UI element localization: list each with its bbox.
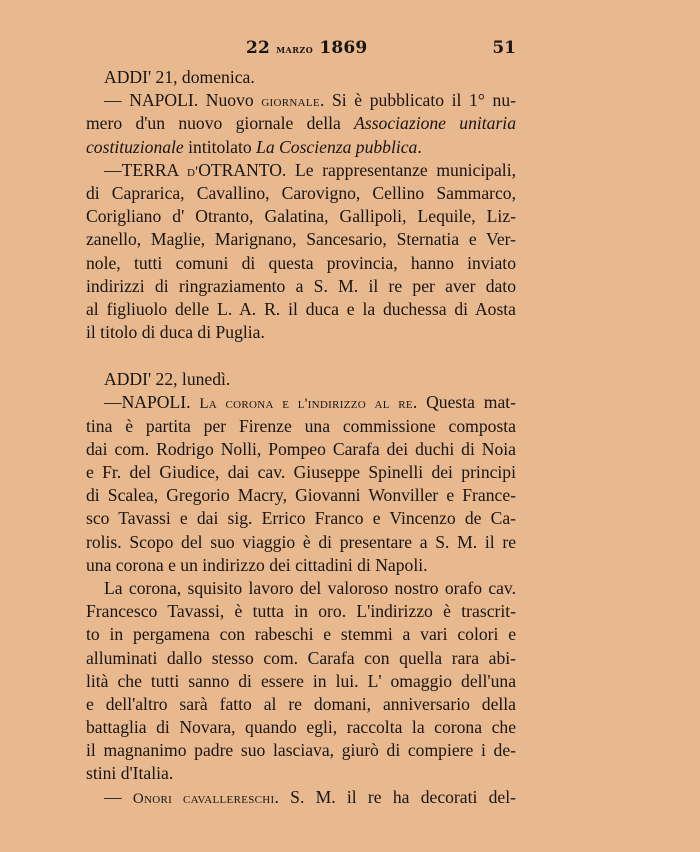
paragraph-line: il titolo di duca di Puglia. [86, 322, 265, 343]
paragraph-line: zanello, Maglie, Marignano, Sancesario, Sternatia e Ver- [86, 229, 516, 250]
paragraph-line [86, 391, 516, 414]
paragraph-line: battaglia di Novara, quando egli, raccolta la corona che [86, 717, 516, 738]
paragraph-line [86, 136, 516, 159]
paragraph-line: Corigliano d' Otranto, Galatina, Gallipoli, Lequile, Liz- [86, 206, 516, 227]
paragraph-line: nole, tutti comuni di questa provincia, hanno inviato [86, 252, 516, 273]
italic-run: costituzionale [86, 136, 184, 157]
small-caps-run: La corona e l'indirizzo al re [199, 396, 413, 413]
paragraph-line: to in pergamena con rabeschi e stemmi a vari colori e [86, 624, 516, 645]
text-run: mero d'un nuovo giornale della [86, 113, 355, 134]
entry-date-heading: ADDI' 21, domenica. [104, 67, 255, 87]
running-head [86, 36, 516, 64]
paragraph-line: La corona, squisito lavoro del valoroso nostro orafo cav. [104, 577, 516, 598]
paragraph-line: stini d'Italia. [86, 763, 174, 784]
paragraph-line: rolis. Scopo del suo viaggio è di presentare a S. M. il re [86, 531, 516, 552]
paragraph-line: di Scalea, Gregorio Macry, Giovanni Wonviller e France- [86, 485, 516, 506]
paragraph-line: dai com. Rodrigo Nolli, Pompeo Carafa dei duchi di Noia [86, 438, 516, 459]
paragraph-line: Francesco Tavassi, è tutta in oro. L'indirizzo è trascrit- [86, 601, 516, 622]
body-text [86, 66, 516, 809]
paragraph-line: e dell'altro sarà fatto al re domani, anniversario della [86, 693, 516, 714]
text-run: . Questa mat- [412, 392, 516, 413]
text-run: — [104, 786, 133, 807]
text-run: OTRANTO. Le rappresentanze municipali, [198, 159, 516, 180]
paragraph-line [86, 112, 516, 135]
italic-run: La Coscienza pubblica [256, 136, 418, 157]
paragraph-line: indirizzi di ringraziamento a S. M. il re per aver dato [86, 275, 516, 296]
running-head-date [246, 38, 367, 58]
paragraph-line: sco Tavassi e dai sig. Errico Franco e Vincenzo de Ca- [86, 508, 516, 529]
paragraph-line: il magnanimo padre suo lasciava, giurò di compiere i de- [86, 740, 516, 761]
paragraph-line [86, 89, 516, 112]
paragraph-line [86, 159, 516, 182]
date-year: 1869 [319, 38, 368, 58]
entry-date-heading: ADDI' 22, lunedì. [104, 369, 231, 390]
paragraph-line: di Caprarica, Cavallino, Carovigno, Cellino Sammarco, [86, 182, 516, 203]
paragraph-line: alluminati dallo stesso com. Carafa con quella rara abi- [86, 647, 516, 668]
date-day: 22 [246, 38, 271, 58]
small-caps-run: Onori cavallereschi [132, 790, 275, 807]
document-page [86, 36, 516, 809]
paragraph-line: una corona e un indirizzo dei cittadini di Napoli. [86, 554, 428, 575]
text-run: —TERRA [104, 159, 187, 180]
paragraph-line: al figliuolo delle L. A. R. il duca e la duchessa di Aosta [86, 298, 516, 319]
small-caps-run: d' [186, 163, 199, 180]
text-run: intitolato [183, 136, 257, 157]
italic-run: Associazione unitaria [354, 113, 516, 134]
text-run: . Si è pubblicato il 1° nu- [319, 90, 516, 111]
small-caps-run: giornale [261, 94, 320, 111]
text-run: . [417, 136, 422, 157]
paragraph-line: tina è partita per Firenze una commissione composta [86, 415, 516, 436]
date-month: marzo [276, 42, 314, 56]
page-number: 51 [492, 38, 516, 58]
paragraph-line [86, 786, 516, 809]
paragraph-line: lità che tutti sanno di essere in lui. L' omaggio dell'una [86, 670, 516, 691]
paragraph-line: e Fr. del Giudice, dai cav. Giuseppe Spinelli dei principi [86, 462, 516, 482]
text-run: . S. M. il re ha decorati del- [274, 786, 516, 807]
section-gap [86, 344, 516, 366]
text-run: — NAPOLI. Nuovo [104, 90, 262, 111]
text-run: —NAPOLI. [104, 392, 200, 413]
